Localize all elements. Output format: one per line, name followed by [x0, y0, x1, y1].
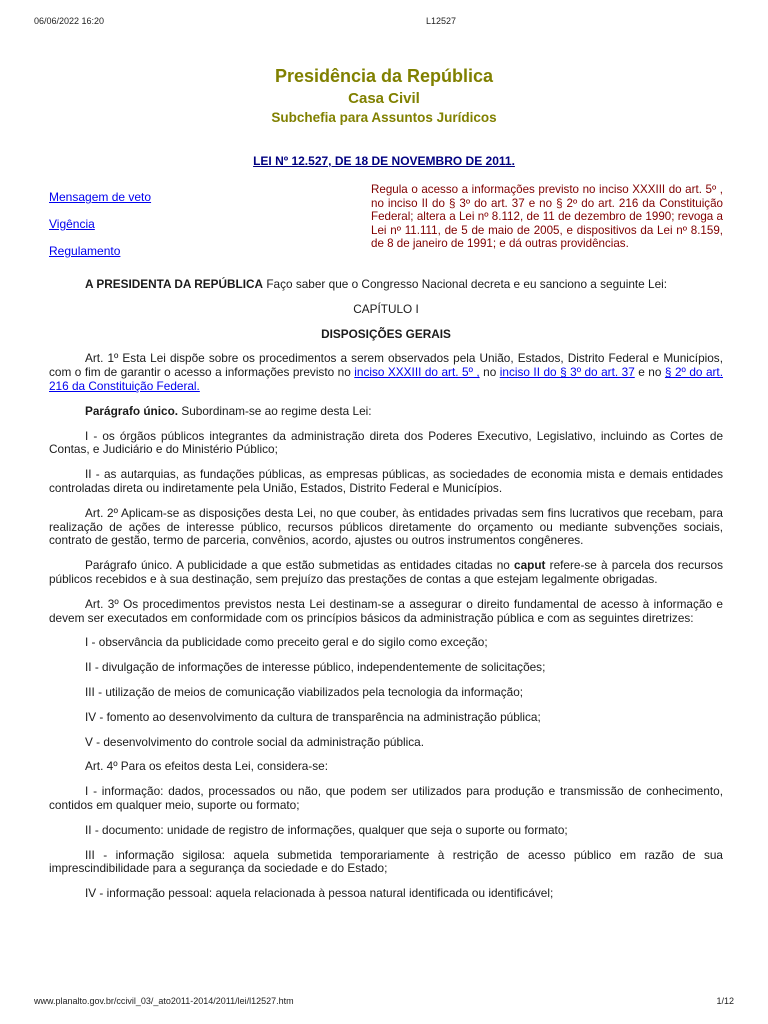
- art-4: Art. 4º Para os efeitos desta Lei, considera-se:: [85, 759, 328, 774]
- header-subsubtitle: Subchefia para Assuntos Jurídicos: [271, 110, 497, 125]
- art-1-inciso-i: I - os órgãos públicos integrantes da administração direta dos Poderes Executivo, Legislativo, incluindo as Cortes de Contas, e Judiciário e do Ministério Público;: [49, 428, 723, 457]
- art-1-mid2: e no: [634, 365, 665, 380]
- page-header: [0, 64, 768, 125]
- print-url: www.planalto.gov.br/ccivil_03/_ato2011-2014/2011/lei/l12527.htm: [34, 996, 294, 1006]
- chapter-label: CAPÍTULO I: [353, 301, 419, 316]
- art-1: [49, 352, 723, 393]
- chapter-title: DISPOSIÇÕES GERAIS: [321, 326, 451, 341]
- paragrafo-unico-1-bold: Parágrafo único.: [85, 403, 179, 418]
- art-3-inciso-iii: III - utilização de meios de comunicação viabilizados pela tecnologia da informação;: [85, 684, 524, 699]
- link-regulamento[interactable]: Regulamento: [49, 244, 121, 258]
- art-3-inciso-i: I - observância da publicidade como preceito geral e do sigilo como exceção;: [85, 635, 488, 650]
- print-header: [34, 16, 734, 26]
- paragrafo-unico-2-bold: caput: [514, 558, 546, 573]
- preamble: [49, 278, 723, 292]
- art-1-text: Art. 1º Esta Lei dispõe sobre os procedimentos a serem observados pela União, Estados, Distrito Federal e Municípios, com o fim de garantir o acesso a informações previsto no: [49, 351, 723, 380]
- paragrafo-unico-1: [49, 405, 723, 419]
- ementa: Regula o acesso a informações previsto no inciso XXXIII do art. 5º , no inciso II do § 3º do art. 37 e no § 2º do art. 216 da Constituição Federal; altera a Lei nº 8.112, de 11 de dezembro de 1990; revoga a Lei nº 11.111, de 5 de maio de 2005, e dispositivos da Lei nº 8.159, de 8 de janeiro de 1991; e dá outras providências.: [371, 183, 723, 251]
- law-body: [49, 278, 723, 912]
- link-mensagem-de-veto[interactable]: Mensagem de veto: [49, 190, 152, 204]
- art-3-inciso-ii: II - divulgação de informações de interesse público, independentemente de solicitações;: [85, 660, 546, 675]
- paragrafo-unico-2: [49, 559, 723, 587]
- art-1-inciso-ii: II - as autarquias, as fundações públicas, as empresas públicas, as sociedades de economia mista e demais entidades controladas direta ou indiretamente pela União, Estados, Distrito Federal e Municípios.: [49, 467, 723, 495]
- art-4-inciso-ii: II - documento: unidade de registro de informações, qualquer que seja o suporte ou formato;: [85, 822, 568, 837]
- art-4-inciso-iii: III - informação sigilosa: aquela submetida temporariamente à restrição de acesso público em razão de sua imprescindibilidade para a segurança da sociedade e do Estado;: [49, 847, 723, 876]
- preamble-rest: Faço saber que o Congresso Nacional decreta e eu sanciono a seguinte Lei:: [263, 277, 668, 291]
- law-title[interactable]: LEI Nº 12.527, DE 18 DE NOVEMBRO DE 2011.: [253, 154, 515, 168]
- art-1-mid1: no: [479, 365, 500, 380]
- side-links: [49, 190, 151, 271]
- print-datetime: 06/06/2022 16:20: [34, 16, 105, 26]
- link-inciso-xxxiii-art-5[interactable]: inciso XXXIII do art. 5º ,: [354, 365, 480, 380]
- print-footer: [34, 996, 734, 1006]
- paragrafo-unico-2-pre: Parágrafo único. A publicidade a que estão submetidas as entidades citadas no: [85, 558, 515, 573]
- art-3-inciso-v: V - desenvolvimento do controle social da administração pública.: [85, 734, 425, 749]
- header-subtitle: Casa Civil: [348, 90, 420, 107]
- paragrafo-unico-2-rest: refere-se à parcela dos recursos públicos recebidos e à sua destinação, sem prejuízo das prestações de contas a que estejam legalmente obrigadas.: [49, 558, 723, 586]
- print-page-number: 1/12: [716, 996, 734, 1006]
- preamble-bold: A PRESIDENTA DA REPÚBLICA: [85, 277, 264, 291]
- paragrafo-unico-1-rest: Subordinam-se ao regime desta Lei:: [178, 403, 372, 418]
- art-4-inciso-iv: IV - informação pessoal: aquela relacionada à pessoa natural identificada ou identificável;: [85, 886, 554, 901]
- print-doc-name: L12527: [426, 16, 457, 26]
- art-2: Art. 2º Aplicam-se as disposições desta Lei, no que couber, às entidades privadas sem fins lucrativos que recebam, para realização de ações de interesse público, recursos públicos diretamente do orçamento ou mediante subvenções sociais, contrato de gestão, termo de parceria, convênios, acordo, ajustes ou outros instrumentos congêneres.: [49, 505, 723, 548]
- link-art-216-cf[interactable]: § 2º do art. 216 da Constituição Federal.: [49, 365, 723, 393]
- link-vigencia[interactable]: Vigência: [49, 217, 95, 231]
- link-inciso-ii-art-37[interactable]: inciso II do § 3º do art. 37: [499, 365, 635, 380]
- header-title: Presidência da República: [274, 66, 494, 86]
- art-3-inciso-iv: IV - fomento ao desenvolvimento da cultura de transparência na administração pública;: [85, 709, 541, 724]
- art-4-inciso-i: I - informação: dados, processados ou não, que podem ser utilizados para produção e transmissão de conhecimento, contidos em qualquer meio, suporte ou formato;: [49, 784, 723, 812]
- art-3: Art. 3º Os procedimentos previstos nesta Lei destinam-se a assegurar o direito fundamental de acesso à informação e devem ser executados em conformidade com os princípios básicos da administração pública e com as seguintes diretrizes:: [49, 596, 723, 625]
